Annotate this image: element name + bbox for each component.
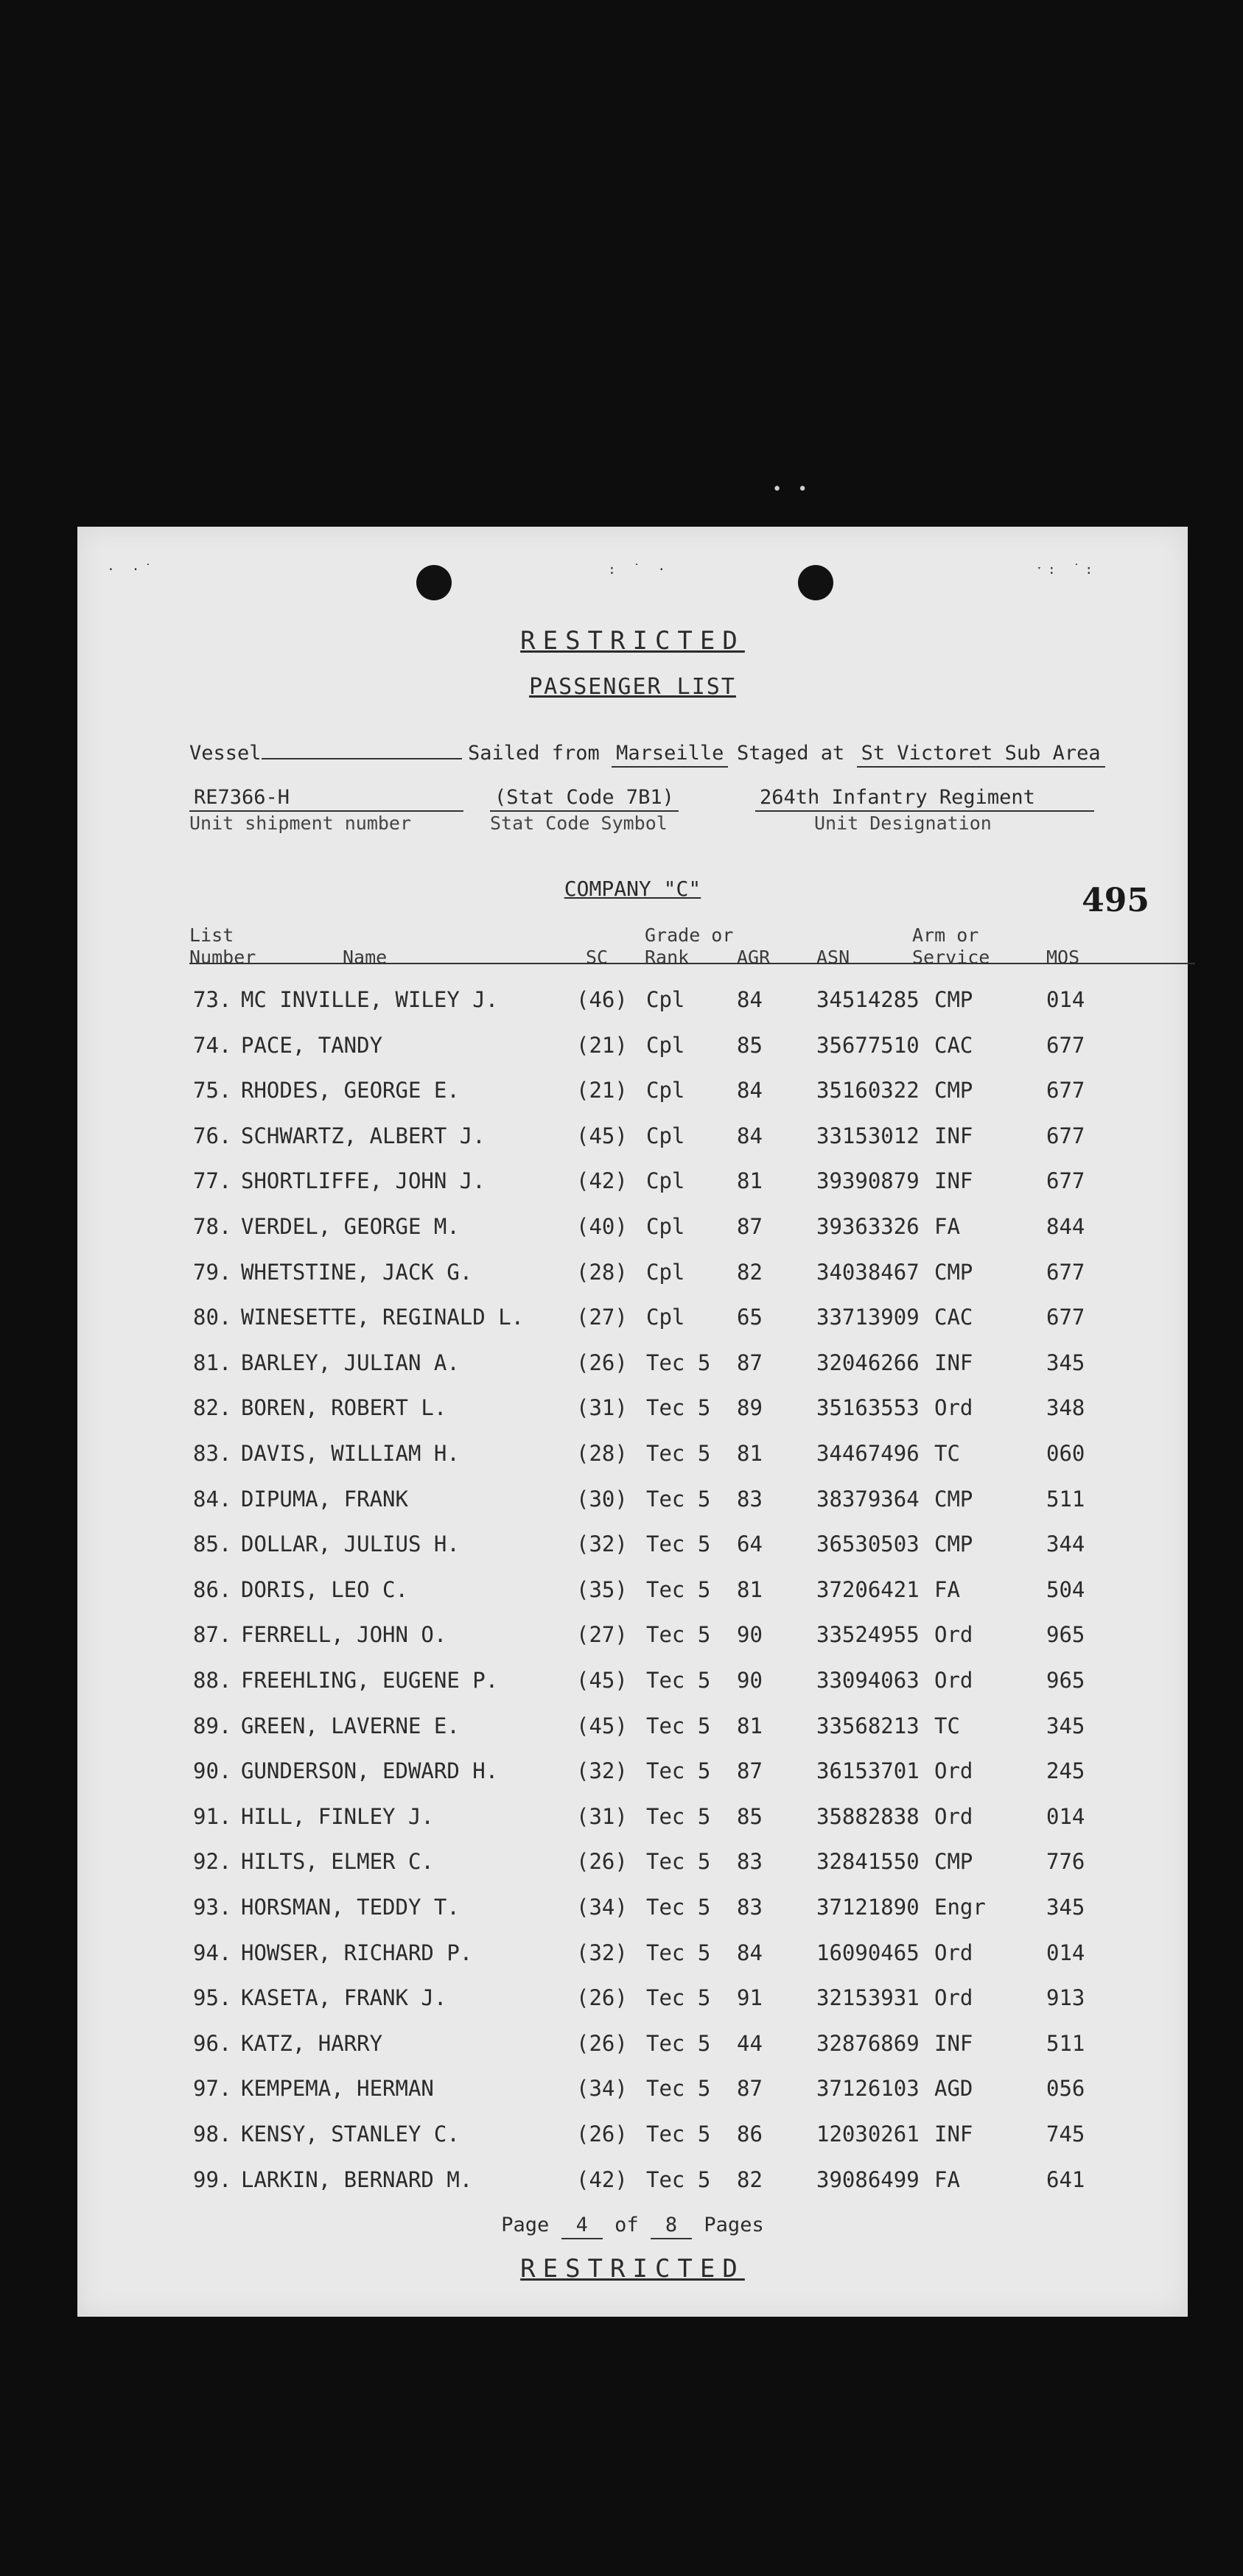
row-name: HORSMAN, TEDDY T. <box>241 1895 460 1920</box>
paper-specks: ˑ: ˙: <box>1035 562 1098 578</box>
vessel-label: Vessel <box>189 742 262 765</box>
row-agr: 83 <box>737 1849 763 1875</box>
row-agr: 83 <box>737 1895 763 1920</box>
row-name: FERRELL, JOHN O. <box>241 1622 447 1648</box>
row-asn: 32876869 <box>816 2030 920 2056</box>
paper-specks: · ·˙ <box>107 562 157 578</box>
table-row <box>77 1531 1188 1561</box>
row-mos: 677 <box>1046 1032 1085 1058</box>
row-arm: INF <box>934 1350 973 1375</box>
row-arm: CMP <box>934 1849 973 1875</box>
row-list-number: 99. <box>193 2166 232 2192</box>
row-grade: Tec 5 <box>646 2166 711 2192</box>
row-name: PACE, TANDY <box>241 1032 383 1058</box>
row-mos: 348 <box>1046 1395 1085 1421</box>
row-list-number: 87. <box>193 1622 232 1648</box>
row-grade: Cpl <box>646 1168 685 1194</box>
row-arm: CMP <box>934 1531 973 1557</box>
row-name: BARLEY, JULIAN A. <box>241 1350 460 1375</box>
restricted-heading: RESTRICTED <box>520 626 745 656</box>
passenger-list-page <box>77 527 1188 2317</box>
row-name: VERDEL, GEORGE M. <box>241 1214 460 1239</box>
row-list-number: 74. <box>193 1032 232 1058</box>
table-row <box>77 1804 1188 1833</box>
row-arm: Ord <box>934 1803 973 1829</box>
row-grade: Tec 5 <box>646 2030 711 2056</box>
table-row <box>77 1033 1188 1062</box>
row-asn: 35160322 <box>816 1078 920 1103</box>
row-asn: 36153701 <box>816 1758 920 1784</box>
col-header-arm-line1: Arm or <box>912 924 979 946</box>
sailed-from-field <box>468 742 728 768</box>
row-list-number: 83. <box>193 1441 232 1466</box>
row-sc: (26) <box>576 2121 628 2147</box>
row-sc: (27) <box>576 1305 628 1330</box>
row-asn: 34514285 <box>816 987 920 1012</box>
row-arm: INF <box>934 1168 973 1194</box>
row-mos: 014 <box>1046 987 1085 1012</box>
row-arm: CMP <box>934 1259 973 1285</box>
row-mos: 677 <box>1046 1123 1085 1148</box>
row-arm: INF <box>934 2121 973 2147</box>
of-label: of <box>615 2214 639 2236</box>
row-name: WINESETTE, REGINALD L. <box>241 1305 525 1330</box>
table-row <box>77 1758 1188 1788</box>
row-name: MC INVILLE, WILEY J. <box>241 987 499 1012</box>
row-agr: 65 <box>737 1305 763 1330</box>
row-mos: 965 <box>1046 1668 1085 1693</box>
document-title: PASSENGER LIST <box>529 674 736 700</box>
row-asn: 37126103 <box>816 2076 920 2102</box>
row-mos: 913 <box>1046 1985 1085 2011</box>
restricted-footer: RESTRICTED <box>520 2254 745 2284</box>
row-mos: 677 <box>1046 1259 1085 1285</box>
row-asn: 37121890 <box>816 1895 920 1920</box>
row-arm: FA <box>934 1576 960 1602</box>
row-sc: (34) <box>576 1895 628 1920</box>
row-agr: 82 <box>737 1259 763 1285</box>
table-row <box>77 1168 1188 1198</box>
row-list-number: 91. <box>193 1803 232 1829</box>
table-row <box>77 1895 1188 1924</box>
row-sc: (45) <box>576 1668 628 1693</box>
row-list-number: 89. <box>193 1713 232 1738</box>
staged-at-value: St Victoret Sub Area <box>857 742 1105 768</box>
row-grade: Tec 5 <box>646 1576 711 1602</box>
row-name: DOLLAR, JULIUS H. <box>241 1531 460 1557</box>
shipment-number-value: RE7366-H <box>189 786 463 812</box>
row-grade: Tec 5 <box>646 2121 711 2147</box>
row-agr: 87 <box>737 1350 763 1375</box>
row-asn: 32153931 <box>816 1985 920 2011</box>
row-mos: 056 <box>1046 2076 1085 2102</box>
row-arm: INF <box>934 2030 973 2056</box>
row-name: HOWSER, RICHARD P. <box>241 1940 473 1965</box>
row-mos: 060 <box>1046 1441 1085 1466</box>
row-mos: 844 <box>1046 1214 1085 1239</box>
col-header-list-line2: Number <box>189 947 256 968</box>
row-asn: 12030261 <box>816 2121 920 2147</box>
row-sc: (27) <box>576 1622 628 1648</box>
row-mos: 641 <box>1046 2166 1085 2192</box>
row-grade: Cpl <box>646 987 685 1012</box>
row-sc: (21) <box>576 1078 628 1103</box>
col-header-arm-line2: Service <box>912 947 990 968</box>
row-asn: 35882838 <box>816 1803 920 1829</box>
stat-code-field <box>490 786 679 812</box>
row-name: FREEHLING, EUGENE P. <box>241 1668 499 1693</box>
row-agr: 86 <box>737 2121 763 2147</box>
row-sc: (28) <box>576 1441 628 1466</box>
row-grade: Cpl <box>646 1078 685 1103</box>
row-asn: 33568213 <box>816 1713 920 1738</box>
row-mos: 677 <box>1046 1078 1085 1103</box>
row-grade: Tec 5 <box>646 1441 711 1466</box>
scan-specks: • • <box>772 480 810 499</box>
table-row <box>77 1487 1188 1516</box>
row-arm: CMP <box>934 1486 973 1512</box>
row-asn: 34467496 <box>816 1441 920 1466</box>
page-label: Page <box>501 2214 550 2236</box>
row-sc: (31) <box>576 1395 628 1421</box>
row-sc: (46) <box>576 987 628 1012</box>
row-list-number: 73. <box>193 987 232 1012</box>
row-mos: 504 <box>1046 1576 1085 1602</box>
row-list-number: 98. <box>193 2121 232 2147</box>
row-agr: 90 <box>737 1668 763 1693</box>
row-arm: CMP <box>934 987 973 1012</box>
row-arm: Ord <box>934 1758 973 1784</box>
col-header-grade-line2: Rank <box>645 947 690 968</box>
unit-designation-caption: Unit Designation <box>814 813 992 834</box>
row-agr: 84 <box>737 1123 763 1148</box>
row-asn: 35677510 <box>816 1032 920 1058</box>
row-asn: 39390879 <box>816 1168 920 1194</box>
row-sc: (26) <box>576 1849 628 1875</box>
row-grade: Cpl <box>646 1214 685 1239</box>
row-list-number: 86. <box>193 1576 232 1602</box>
row-list-number: 75. <box>193 1078 232 1103</box>
table-row <box>77 1305 1188 1334</box>
row-list-number: 88. <box>193 1668 232 1693</box>
row-grade: Tec 5 <box>646 1531 711 1557</box>
table-row <box>77 2031 1188 2060</box>
row-sc: (31) <box>576 1803 628 1829</box>
row-name: SHORTLIFFE, JOHN J. <box>241 1168 486 1194</box>
row-arm: FA <box>934 1214 960 1239</box>
row-arm: CAC <box>934 1305 973 1330</box>
table-row <box>77 1214 1188 1243</box>
row-agr: 84 <box>737 1078 763 1103</box>
row-agr: 81 <box>737 1168 763 1194</box>
row-arm: TC <box>934 1441 960 1466</box>
row-asn: 35163553 <box>816 1395 920 1421</box>
row-arm: Ord <box>934 1940 973 1965</box>
row-agr: 87 <box>737 2076 763 2102</box>
row-list-number: 96. <box>193 2030 232 2056</box>
row-mos: 511 <box>1046 2030 1085 2056</box>
row-sc: (26) <box>576 2030 628 2056</box>
row-grade: Tec 5 <box>646 1486 711 1512</box>
row-asn: 33094063 <box>816 1668 920 1693</box>
row-asn: 33713909 <box>816 1305 920 1330</box>
stat-code-value: (Stat Code 7B1) <box>490 786 679 812</box>
row-name: KASETA, FRANK J. <box>241 1985 447 2011</box>
row-mos: 245 <box>1046 1758 1085 1784</box>
row-agr: 82 <box>737 2166 763 2192</box>
row-list-number: 95. <box>193 1985 232 2011</box>
col-header-arm <box>912 924 990 969</box>
row-arm: FA <box>934 2166 960 2192</box>
col-header-asn: ASN <box>816 947 850 968</box>
col-header-mos: MOS <box>1046 947 1080 968</box>
row-list-number: 77. <box>193 1168 232 1194</box>
col-header-grade <box>645 924 733 969</box>
row-name: GUNDERSON, EDWARD H. <box>241 1758 499 1784</box>
row-list-number: 80. <box>193 1305 232 1330</box>
row-list-number: 82. <box>193 1395 232 1421</box>
table-row <box>77 1260 1188 1289</box>
row-mos: 745 <box>1046 2121 1085 2147</box>
row-list-number: 92. <box>193 1849 232 1875</box>
row-name: RHODES, GEORGE E. <box>241 1078 460 1103</box>
table-row <box>77 1441 1188 1470</box>
sailed-from-value: Marseille <box>612 742 728 768</box>
shipment-number-field <box>189 786 463 812</box>
row-list-number: 84. <box>193 1486 232 1512</box>
header-rule <box>189 963 1195 964</box>
row-agr: 91 <box>737 1985 763 2011</box>
row-grade: Tec 5 <box>646 1758 711 1784</box>
table-row <box>77 1668 1188 1697</box>
pages-label: Pages <box>704 2214 764 2236</box>
table-row <box>77 1577 1188 1607</box>
punch-hole-right <box>798 565 833 600</box>
row-asn: 37206421 <box>816 1576 920 1602</box>
row-name: HILTS, ELMER C. <box>241 1849 434 1875</box>
row-agr: 84 <box>737 987 763 1012</box>
row-arm: Ord <box>934 1985 973 2011</box>
row-mos: 776 <box>1046 1849 1085 1875</box>
row-mos: 014 <box>1046 1803 1085 1829</box>
row-agr: 87 <box>737 1214 763 1239</box>
row-sc: (28) <box>576 1259 628 1285</box>
row-sc: (45) <box>576 1713 628 1738</box>
col-header-agr: AGR <box>737 947 771 968</box>
col-header-name: Name <box>343 947 388 968</box>
row-mos: 677 <box>1046 1168 1085 1194</box>
table-row <box>77 2121 1188 2151</box>
table-row <box>77 2167 1188 2197</box>
row-agr: 89 <box>737 1395 763 1421</box>
row-name: DORIS, LEO C. <box>241 1576 408 1602</box>
row-agr: 87 <box>737 1758 763 1784</box>
row-mos: 511 <box>1046 1486 1085 1512</box>
row-name: HILL, FINLEY J. <box>241 1803 434 1829</box>
row-sc: (21) <box>576 1032 628 1058</box>
row-asn: 38379364 <box>816 1486 920 1512</box>
row-agr: 85 <box>737 1803 763 1829</box>
table-row <box>77 1078 1188 1107</box>
row-arm: Engr <box>934 1895 986 1920</box>
row-sc: (45) <box>576 1123 628 1148</box>
row-list-number: 78. <box>193 1214 232 1239</box>
row-name: GREEN, LAVERNE E. <box>241 1713 460 1738</box>
col-header-list-number <box>189 924 256 969</box>
row-sc: (32) <box>576 1758 628 1784</box>
row-arm: Ord <box>934 1668 973 1693</box>
table-row <box>77 1985 1188 2015</box>
col-header-sc: SC <box>586 947 609 968</box>
row-grade: Tec 5 <box>646 1940 711 1965</box>
row-sc: (35) <box>576 1576 628 1602</box>
vessel-field <box>189 742 462 765</box>
row-grade: Tec 5 <box>646 2076 711 2102</box>
row-agr: 84 <box>737 1940 763 1965</box>
row-name: KATZ, HARRY <box>241 2030 383 2056</box>
row-arm: Ord <box>934 1395 973 1421</box>
paper-specks: : ˙ · <box>608 562 670 578</box>
table-row <box>77 1123 1188 1153</box>
row-agr: 81 <box>737 1441 763 1466</box>
row-mos: 677 <box>1046 1305 1085 1330</box>
row-asn: 32046266 <box>816 1350 920 1375</box>
table-row <box>77 1395 1188 1425</box>
punch-hole-left <box>416 565 452 600</box>
row-arm: TC <box>934 1713 960 1738</box>
row-grade: Tec 5 <box>646 1622 711 1648</box>
row-name: LARKIN, BERNARD M. <box>241 2166 473 2192</box>
col-header-list-line1: List <box>189 924 234 946</box>
row-name: BOREN, ROBERT L. <box>241 1395 447 1421</box>
row-arm: Ord <box>934 1622 973 1648</box>
company-heading: COMPANY "C" <box>564 877 701 901</box>
row-agr: 83 <box>737 1486 763 1512</box>
row-grade: Tec 5 <box>646 1803 711 1829</box>
row-sc: (42) <box>576 1168 628 1194</box>
row-list-number: 76. <box>193 1123 232 1148</box>
row-name: WHETSTINE, JACK G. <box>241 1259 473 1285</box>
row-grade: Cpl <box>646 1123 685 1148</box>
row-mos: 345 <box>1046 1350 1085 1375</box>
row-name: KEMPEMA, HERMAN <box>241 2076 434 2102</box>
row-mos: 345 <box>1046 1895 1085 1920</box>
table-row <box>77 1940 1188 1970</box>
row-list-number: 94. <box>193 1940 232 1965</box>
stat-code-caption: Stat Code Symbol <box>490 813 668 834</box>
row-arm: CAC <box>934 1032 973 1058</box>
total-pages-value: 8 <box>651 2214 692 2239</box>
row-name: SCHWARTZ, ALBERT J. <box>241 1123 486 1148</box>
row-sc: (30) <box>576 1486 628 1512</box>
row-arm: CMP <box>934 1078 973 1103</box>
stamped-page-number: 495 <box>1082 882 1149 919</box>
row-sc: (34) <box>576 2076 628 2102</box>
staged-at-label: Staged at <box>737 742 845 765</box>
row-asn: 39086499 <box>816 2166 920 2192</box>
row-asn: 36530503 <box>816 1531 920 1557</box>
row-sc: (32) <box>576 1531 628 1557</box>
row-grade: Tec 5 <box>646 1713 711 1738</box>
row-asn: 34038467 <box>816 1259 920 1285</box>
table-row <box>77 1350 1188 1380</box>
col-header-grade-line1: Grade or <box>645 924 734 946</box>
row-sc: (32) <box>576 1940 628 1965</box>
row-agr: 44 <box>737 2030 763 2056</box>
row-grade: Tec 5 <box>646 1395 711 1421</box>
row-agr: 81 <box>737 1713 763 1738</box>
table-row <box>77 1849 1188 1878</box>
row-mos: 014 <box>1046 1940 1085 1965</box>
row-grade: Tec 5 <box>646 1350 711 1375</box>
row-mos: 345 <box>1046 1713 1085 1738</box>
row-list-number: 97. <box>193 2076 232 2102</box>
row-arm: INF <box>934 1123 973 1148</box>
staged-at-field <box>737 742 1105 768</box>
row-grade: Tec 5 <box>646 1985 711 2011</box>
row-sc: (26) <box>576 1985 628 2011</box>
sailed-from-label: Sailed from <box>468 742 600 765</box>
row-grade: Tec 5 <box>646 1668 711 1693</box>
row-list-number: 81. <box>193 1350 232 1375</box>
row-grade: Cpl <box>646 1032 685 1058</box>
row-name: DIPUMA, FRANK <box>241 1486 408 1512</box>
row-list-number: 93. <box>193 1895 232 1920</box>
row-asn: 32841550 <box>816 1849 920 1875</box>
row-asn: 16090465 <box>816 1940 920 1965</box>
row-asn: 33524955 <box>816 1622 920 1648</box>
unit-designation-field <box>755 786 1094 812</box>
row-grade: Tec 5 <box>646 1849 711 1875</box>
row-agr: 81 <box>737 1576 763 1602</box>
row-sc: (40) <box>576 1214 628 1239</box>
row-grade: Cpl <box>646 1259 685 1285</box>
row-agr: 64 <box>737 1531 763 1557</box>
table-row <box>77 1622 1188 1652</box>
table-row <box>77 987 1188 1017</box>
table-row <box>77 2076 1188 2105</box>
page-value: 4 <box>561 2214 603 2239</box>
row-mos: 965 <box>1046 1622 1085 1648</box>
row-agr: 85 <box>737 1032 763 1058</box>
unit-designation-value: 264th Infantry Regiment <box>755 786 1094 812</box>
row-list-number: 90. <box>193 1758 232 1784</box>
vessel-value <box>262 757 462 759</box>
row-asn: 39363326 <box>816 1214 920 1239</box>
row-arm: AGD <box>934 2076 973 2102</box>
page-footer <box>77 2214 1188 2239</box>
row-grade: Tec 5 <box>646 1895 711 1920</box>
shipment-number-caption: Unit shipment number <box>189 813 412 834</box>
row-sc: (26) <box>576 1350 628 1375</box>
row-list-number: 79. <box>193 1259 232 1285</box>
row-asn: 33153012 <box>816 1123 920 1148</box>
row-name: KENSY, STANLEY C. <box>241 2121 460 2147</box>
row-agr: 90 <box>737 1622 763 1648</box>
table-row <box>77 1713 1188 1743</box>
row-name: DAVIS, WILLIAM H. <box>241 1441 460 1466</box>
row-grade: Cpl <box>646 1305 685 1330</box>
row-sc: (42) <box>576 2166 628 2192</box>
row-mos: 344 <box>1046 1531 1085 1557</box>
row-list-number: 85. <box>193 1531 232 1557</box>
